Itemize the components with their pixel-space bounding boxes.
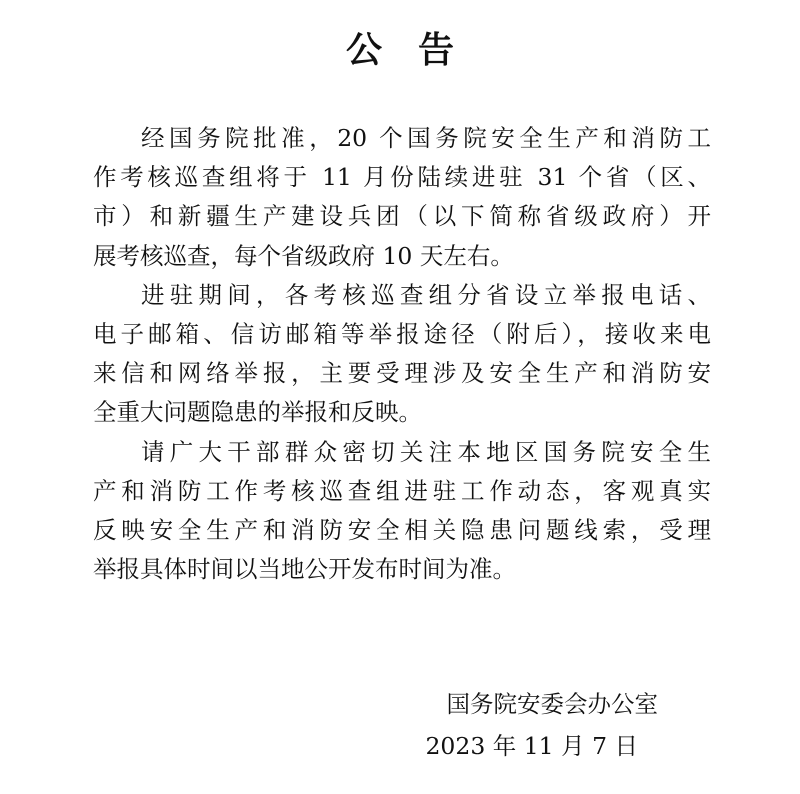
- paragraph-1-line-1: 经国务院批准，20 个国务院安全生产和消防工: [141, 124, 711, 152]
- notice-body: [93, 119, 711, 589]
- paragraph-1-line-2: 作考核巡查组将于 11 月份陆续进驻 31 个省（区、: [93, 163, 711, 192]
- signature-organization: 国务院安委会办公室: [446, 690, 658, 718]
- notice-signature: [400, 683, 662, 767]
- signature-date: 2023 年 11 月 7 日: [425, 732, 638, 760]
- paragraph-1-line-3: 市）和新疆生产建设兵团（以下简称省级政府）开: [93, 202, 711, 231]
- paragraph-3-line-1: 请广大干部群众密切关注本地区国务院安全生: [141, 437, 711, 466]
- notice-title: 公告: [345, 30, 490, 71]
- paragraph-3-line-2: 产和消防工作考核巡查组进驻工作动态，客观真实: [93, 476, 711, 505]
- paragraph-3-line-3: 反映安全生产和消防安全相关隐患问题线索，受理: [93, 515, 711, 544]
- paragraph-1-line-4: 展考核巡查，每个省级政府 10 天左右。: [93, 241, 514, 270]
- paragraph-2-line-4: 全重大问题隐患的举报和反映。: [93, 398, 422, 427]
- paragraph-3-line-4: 举报具体时间以当地公开发布时间为准。: [93, 555, 516, 584]
- paragraph-2-line-3: 来信和网络举报，主要受理涉及安全生产和消防安: [93, 359, 711, 388]
- paragraph-2-line-1: 进驻期间，各考核巡查组分省设立举报电话、: [141, 280, 711, 309]
- paragraph-2-line-2: 电子邮箱、信访邮箱等举报途径（附后），接收来电: [93, 319, 711, 348]
